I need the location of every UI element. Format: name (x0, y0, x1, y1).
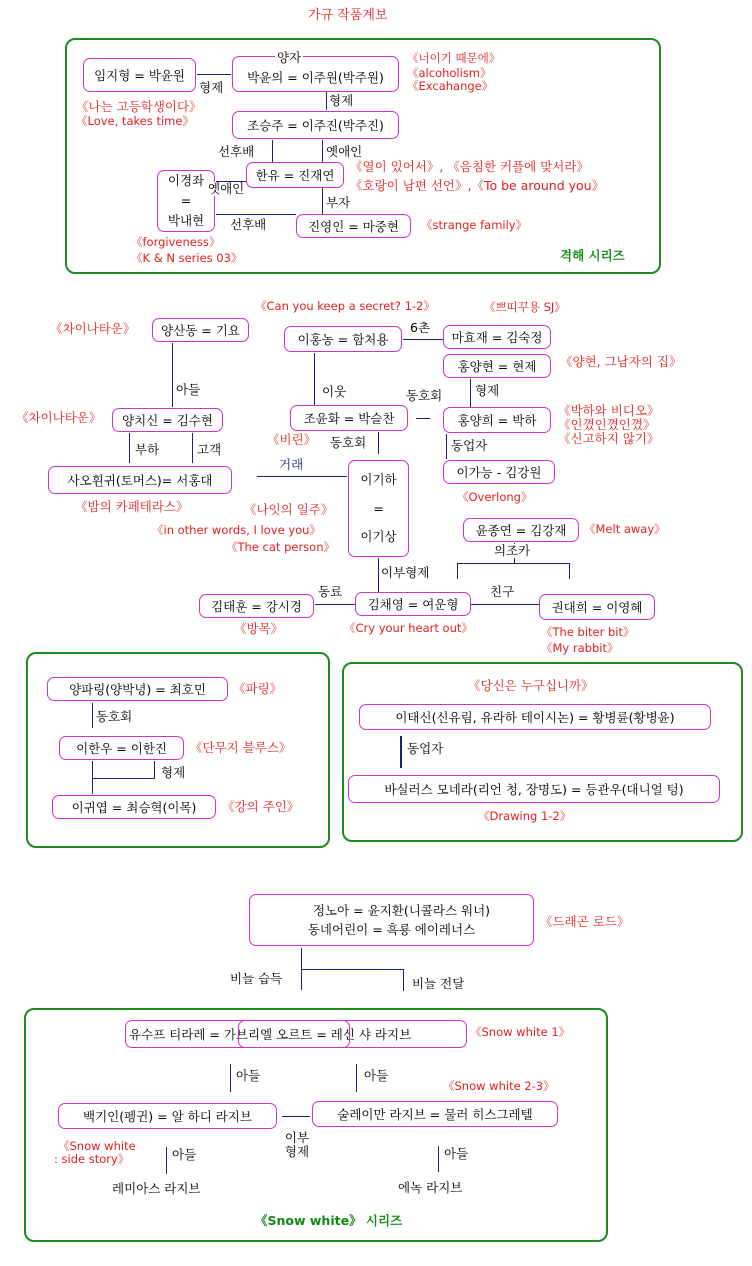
line-v23 (356, 1064, 357, 1092)
work-horang: 《호랑이 남편 선언》,《To be around you》 (350, 178, 605, 193)
line-v2 (272, 140, 273, 162)
label-adeul-1: 아들 (176, 382, 201, 397)
box-leegwiyeop: 이귀엽 = 최승혁(이목) (52, 795, 216, 819)
text-remias: 레미아스 라지브 (112, 1181, 201, 1196)
work-drawing: 《Drawing 1-2》 (478, 809, 572, 823)
work-dangsin: 《당신은 누구십니까》 (468, 678, 594, 693)
work-overlong: 《Overlong》 (457, 490, 533, 504)
box-leegiha (348, 460, 409, 557)
label-buha: 부하 (135, 442, 160, 457)
work-gang: 《강의 주인》 (222, 799, 300, 814)
work-ppeo: 《쁘띠꾸용 SJ》 (484, 300, 566, 314)
box-joseungju: 조승주 = 이주진(박주진) (232, 111, 399, 139)
work-cafe: 《밤의 카페테라스》 (75, 499, 189, 514)
line-v5 (172, 343, 173, 407)
line-v6 (314, 353, 315, 405)
box-yunjongyeon: 윤종연 = 김강재 (463, 518, 579, 542)
label-yetaein-1: 옛애인 (326, 144, 363, 159)
label-adeul-g4-3: 아들 (172, 1147, 197, 1162)
label-binul-2: 비늘 전달 (412, 976, 465, 991)
label-dongeopja-g3: 동업자 (407, 741, 444, 756)
box-kimtaehun: 김태훈 = 강시경 (199, 594, 314, 618)
box-limjihyung: 임지형 = 박윤원 (83, 58, 196, 92)
line-v24 (166, 1147, 167, 1174)
line-v13 (457, 563, 458, 579)
box-majaejae: 마효재 = 김숙정 (443, 325, 551, 349)
box-leegiha-line1: 이기하 (360, 471, 397, 487)
box-parkyuneui (232, 56, 399, 92)
work-catperson: 《The cat person》 (226, 540, 335, 554)
text-enok: 에녹 라지브 (398, 1180, 463, 1195)
label-donghohoe-g2: 동호회 (96, 709, 133, 724)
label-hyungje-g2: 형제 (161, 765, 186, 780)
box-kimchaeyoung: 김채영 = 여운형 (355, 592, 471, 616)
line-h7 (457, 563, 569, 564)
line-v4 (322, 188, 323, 214)
work-bakha: 《박하와 비디오》 (558, 403, 660, 418)
box-hongyanghyun: 홍양현 = 현제 (443, 354, 551, 378)
work-side-1: 《Snow white (58, 1139, 136, 1153)
box-baekgiin: 백기인(펭귄) = 알 하디 라지브 (58, 1103, 277, 1129)
label-gogaek: 고객 (197, 442, 222, 457)
box-leegyeong-line3: 박내현 (167, 213, 205, 228)
series-label-gyeokhae: 격해 시리즈 (560, 248, 625, 263)
line-h6 (257, 476, 347, 477)
box-saohwon: 사오휜귀(토머스)= 서홍대 (48, 466, 232, 494)
label-yangja: 양자 (277, 50, 302, 65)
work-injo: 《인꼈인꼈인꼈》 (558, 417, 656, 432)
label-ibuhyungje-g4: 이부형제 (284, 1130, 310, 1160)
box-leeganeung: 이가능 - 김강원 (443, 460, 555, 484)
work-naitdi: 《나잇의 일주》 (244, 502, 334, 517)
line-v18 (154, 761, 155, 779)
line-v25 (438, 1146, 439, 1172)
line-h4 (403, 339, 443, 340)
label-donghohoe-1: 동호회 (406, 388, 443, 403)
work-neoigi: 《너이기 때문에》 (407, 51, 501, 65)
work-dragon: 《드래곤 로드》 (540, 914, 630, 929)
series-label-snowwhite: 《Snow white》 시리즈 (255, 1213, 403, 1228)
label-adeul-g4-2: 아들 (364, 1068, 389, 1083)
work-exchange: 《Excahange》 (407, 79, 494, 93)
label-sunhubae-2: 선후배 (230, 217, 267, 232)
line-v10 (378, 432, 379, 454)
box-yangchisin: 양치신 = 김수현 (112, 408, 223, 432)
work-love: 《Love, takes time》 (76, 114, 194, 128)
line-v9 (192, 433, 193, 463)
work-snow-1: 《Snow white 1》 (470, 1025, 571, 1039)
work-yeol: 《열이 있어서》, 《음침한 커플에 맞서라》 (350, 159, 589, 174)
label-chingu: 친구 (490, 584, 515, 599)
box-hongyanghee: 홍양희 = 박하 (443, 407, 551, 433)
label-dongryo: 동료 (318, 584, 343, 599)
work-biter: 《The biter bit》 (541, 625, 635, 639)
label-yetaein-2: 옛애인 (208, 181, 245, 196)
label-sunhubae-1: 선후배 (218, 144, 255, 159)
work-china-2: 《차이나타운》 (16, 410, 102, 425)
work-paring: 《파링》 (233, 681, 283, 696)
box-jeongnoa-line1: 정노아 = 윤지환(니콜라스 워너) (312, 902, 491, 918)
line-v15 (378, 558, 379, 592)
box-yusupeu: 유수프 티라레 = 가브리엘 오르트 = 레신 샤 라지브 (125, 1020, 467, 1048)
work-forgiveness: 《forgiveness》 (131, 235, 221, 249)
label-6chon: 6촌 (410, 320, 431, 335)
box-leegiha-line3: 이기상 (360, 529, 397, 545)
line-v19 (400, 736, 402, 768)
box-leehongnong: 이홍농 = 함처용 (284, 326, 402, 352)
line-h1 (197, 74, 231, 75)
work-strange: 《strange family》 (421, 218, 528, 232)
line-v11 (446, 434, 447, 459)
label-georae: 거래 (279, 457, 304, 472)
box-parkyuneui-text: 박윤의 = 이주원(박주원) (247, 70, 384, 85)
label-donghohoe-2: 동호회 (330, 435, 367, 450)
line-v21 (403, 969, 404, 991)
label-binul-1: 비늘 습득 (230, 971, 283, 986)
label-iut: 이웃 (322, 384, 347, 399)
work-side-2: : side story》 (54, 1152, 130, 1166)
box-basileus: 바실러스 모네라(리언 청, 장명도) = 등관우(대니얼 텅) (348, 775, 720, 803)
box-hanyu: 한유 = 진재연 (246, 162, 344, 188)
line-v8 (129, 433, 130, 463)
line-h11 (301, 969, 403, 970)
work-yanghyun: 《양현, 그남자의 집》 (560, 354, 682, 369)
box-joyunhwa: 조윤화 = 박슬찬 (290, 405, 408, 431)
work-singo: 《신고하지 않기》 (558, 431, 660, 446)
label-adeul-g4-1: 아들 (236, 1068, 261, 1083)
label-buja: 부자 (326, 195, 351, 210)
line-h12 (282, 1116, 310, 1117)
line-h5 (416, 418, 430, 419)
label-dongeopja-1: 동업자 (451, 438, 488, 453)
line-v1 (326, 92, 327, 110)
line-h3 (216, 214, 296, 215)
label-hyungje-2: 형제 (329, 93, 354, 108)
page-title: 가규 작품계보 (308, 8, 388, 23)
box-leetaesin: 이태신(신유림, 유라하 테이시논) = 황병륜(황병윤) (359, 704, 711, 730)
work-bangmok: 《방목》 (234, 621, 284, 636)
line-v7 (470, 379, 471, 407)
work-alcoholism: 《alcoholism》 (407, 66, 492, 80)
work-snow-23: 《Snow white 2-3》 (443, 1079, 555, 1093)
box-gabriel (238, 1020, 350, 1048)
box-jeongnoa-line2: 동네어린이 = 흑룡 에이레너스 (307, 922, 476, 937)
box-leegyeong (157, 170, 215, 232)
work-rabbit: 《My rabbit》 (541, 641, 619, 655)
work-birin: 《비린》 (267, 432, 317, 447)
work-kn: 《K & N series 03》 (131, 251, 243, 265)
label-ibuhyungje: 이부형제 (381, 565, 430, 580)
line-v3 (322, 140, 323, 162)
work-otherwords: 《in other words, I love you》 (152, 523, 321, 537)
box-yangsandong: 양산동 = 기요 (152, 318, 249, 342)
line-h8 (315, 604, 355, 605)
line-v14 (569, 563, 570, 579)
label-adeul-g4-4: 아들 (444, 1146, 469, 1161)
work-secret: 《Can you keep a secret? 1-2》 (255, 299, 435, 313)
work-goding: 《나는 고등학생이다》 (76, 99, 202, 114)
work-cry: 《Cry your heart out》 (344, 621, 473, 635)
line-h9 (471, 604, 539, 605)
line-v22 (230, 1064, 231, 1092)
box-jeongnoa (249, 894, 534, 946)
box-leehanwoo: 이한우 = 이한진 (59, 736, 184, 760)
label-uijoka: 의조카 (494, 543, 531, 558)
box-kwondaehee: 권대희 = 이영혜 (539, 594, 655, 620)
work-china-1: 《차이나타운》 (50, 321, 136, 336)
box-leegyeong-line2: = (180, 193, 192, 208)
box-leegyeong-line1: 이경좌 (167, 173, 205, 188)
box-sulaiman: 술레이만 라지브 = 물러 히스그레텔 (312, 1101, 558, 1127)
line-v16 (92, 703, 93, 728)
box-yangparing: 양파링(양박녕) = 최호민 (47, 677, 228, 701)
box-jinyoungin: 진영인 = 마중현 (296, 214, 411, 238)
box-leegiha-line2: = (373, 500, 384, 516)
label-hyungje-1: 형제 (199, 80, 224, 95)
line-h10 (92, 778, 154, 779)
work-meltaway: 《Melt away》 (584, 522, 666, 536)
work-danmuji: 《단무지 블루스》 (190, 740, 292, 755)
label-hyungje-3: 형제 (475, 383, 500, 398)
